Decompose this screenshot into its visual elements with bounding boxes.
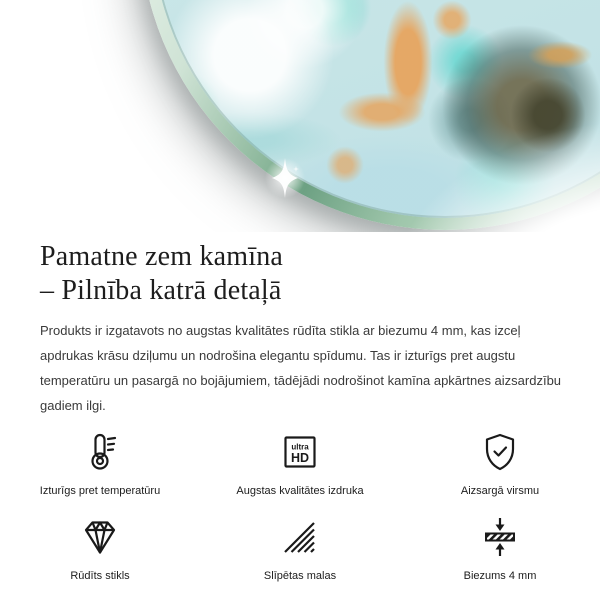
diamond-icon — [78, 515, 122, 559]
title-line-2: – Pilnība katrā detaļā — [40, 275, 282, 306]
ultra-text: ultra — [291, 442, 309, 452]
feature-label: Slīpētas malas — [263, 570, 337, 582]
features-grid — [0, 430, 600, 583]
feature-temperature — [0, 430, 200, 498]
page-title — [40, 240, 600, 308]
feature-label: Izturīgs pret temperatūru — [39, 485, 161, 497]
beveled-edges-icon — [278, 515, 322, 559]
feature-label: Aizsargā virsmu — [460, 485, 540, 497]
feature-protects-surface — [400, 430, 600, 498]
shield-check-icon — [478, 430, 522, 474]
title-line-1: Pamatne zem kamīna — [40, 241, 284, 272]
feature-label: Biezums 4 mm — [463, 570, 537, 582]
feature-polished-edges — [200, 515, 400, 583]
feature-label: Rūdīts stikls — [70, 570, 130, 582]
thickness-icon — [478, 515, 522, 559]
feature-print-quality — [200, 430, 400, 498]
thermometer-icon — [78, 430, 122, 474]
product-description: Produkts ir izgatavots no augstas kvalitātes rūdīta stikla ar biezumu 4 mm, kas izceļ apdrukas krāsu dziļumu un nodrošina elegantu spīdumu. Tas ir izturīgs pret augstu temperatūru un pasargā no bojājumiem, tādējādi nodrošinot kamīna apkārtnes aizsardzību gadiem ilgi. — [40, 323, 562, 413]
marble-print — [152, 0, 600, 218]
sparkle-icon — [263, 156, 307, 200]
feature-tempered-glass — [0, 515, 200, 583]
hd-text: HD — [290, 451, 310, 465]
ultra-hd-icon — [278, 430, 322, 474]
hero-image — [0, 0, 600, 232]
feature-thickness — [400, 515, 600, 583]
feature-label: Augstas kvalitātes izdruka — [236, 485, 364, 497]
